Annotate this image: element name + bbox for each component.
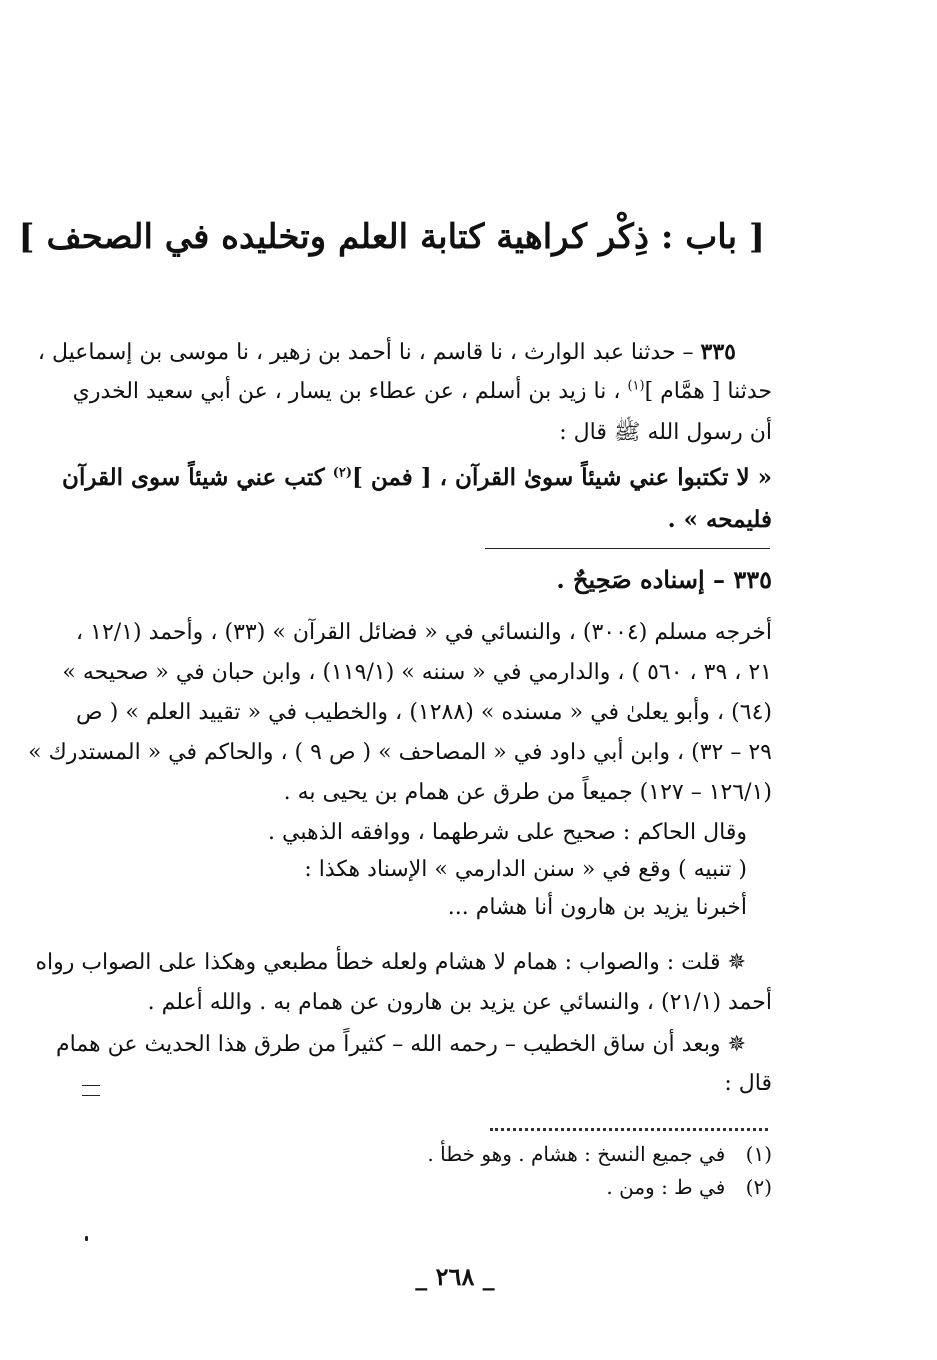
note-2-line-2: قال : [724,1071,772,1096]
note-1-line-2: أحمد (٢١/١) ، والنسائي عن يزيد بن هارون عن همام به . والله أعلم . [147,990,772,1015]
commentary-line-3: (٦٤) ، وأبو يعلىٰ في « مسنده » (١٢٨٨) ، والخطيب في « تقييد العلم » ( ص [76,700,772,725]
matn-1-b: كتب عني شيئاً سوى القرآن [62,464,325,491]
footnote-1 [427,1139,772,1169]
footnote-2 [606,1172,772,1202]
continuation-mark [82,1085,100,1096]
commentary-heading [556,565,772,595]
note-1-line-1: ✵ قلت : والصواب : همام لا هشام ولعله خطأ مطبعي وهكذا على الصواب رواه [35,950,746,975]
page-number: _ ٢٦٨ _ [415,1262,495,1291]
footnote-1-marker: (١) [745,1142,772,1166]
footnote-separator [490,1128,768,1131]
hadith-line-1 [37,337,736,368]
indented-line-2: ( تنبيه ) وقع في « سنن الدارمي » الإسناد هكذا : [304,857,747,882]
hadith-number: ٣٣٥ [700,339,736,365]
chapter-title: [ باب : ذِكْر كراهية كتابة العلم وتخليده في الصحف ] [18,217,765,257]
matn-1-a: « لا تكتبوا عني شيئاً سوىٰ القرآن ، [ فمن ] [352,464,772,491]
indented-line-1: وقال الحاكم : صحيح على شرطهما ، ووافقه الذهبي . [268,820,747,845]
commentary-heading-text: – إسناده صَحِيحٌ . [556,565,725,594]
hadith-matn-line-2: فليمحه » . [667,506,772,533]
commentary-line-4: ٢٩ – ٣٢) ، وابن أبي داود في « المصاحف » ( ص ٩ ) ، والحاكم في « المستدرك » [28,740,772,765]
hadith-line-2-b: ، نا زيد بن أسلم ، عن عطاء بن يسار ، عن أبي سعيد الخدري [72,379,621,404]
hadith-line-1-text: – حدثنا عبد الوارث ، نا قاسم ، نا أحمد بن زهير ، نا موسى بن إسماعيل ، [37,340,694,365]
commentary-line-1: أخرجه مسلم (٣٠٠٤) ، والنسائي في « فضائل القرآن » (٣٣) ، وأحمد (١٢/١ ، [76,620,772,645]
commentary-line-2: ٢١ ، ٣٩ ، ٥٦٠ ) ، والدارمي في « سننه » (١١٩/١) ، وابن حبان في « صحيحه » [62,660,772,685]
section-divider [485,548,770,549]
hadith-line-2-a: حدثنا [ همَّام ] [644,379,772,404]
footnote-1-text: في جميع النسخ : هشام . وهو خطأ . [427,1142,726,1166]
footnote-ref-1[interactable]: (١) [627,378,645,394]
commentary-number: ٣٣٥ [733,565,772,594]
commentary-line-5: (١٢٦/١ – ١٢٧) جميعاً من طرق عن همام بن يحيى به . [283,780,772,805]
hadith-line-3: أن رسول الله ﷺ قال : [559,420,772,445]
indented-line-3: أخبرنا يزيد بن هارون أنا هشام ... [447,895,747,920]
hadith-matn-line-1 [62,463,772,493]
footnote-2-text: في ط : ومن . [606,1175,726,1199]
hadith-line-2 [72,377,772,407]
footnote-ref-2[interactable]: (٢) [332,465,353,481]
note-2-line-1: ✵ وبعد أن ساق الخطيب – رحمه الله – كثيراً من طرق هذا الحديث عن همام [56,1032,746,1057]
footnote-2-marker: (٢) [745,1175,772,1199]
stray-mark [85,1236,88,1241]
